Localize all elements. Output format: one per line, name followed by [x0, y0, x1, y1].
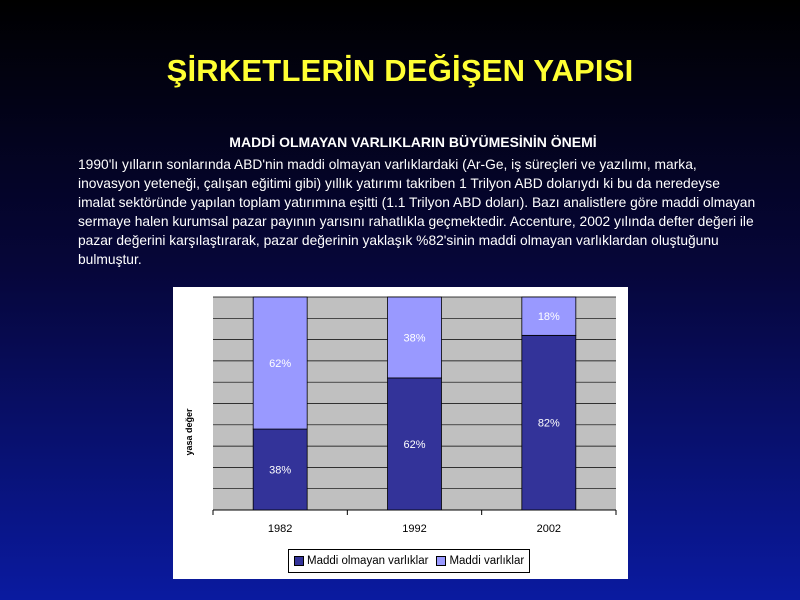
data-label: 82%	[537, 417, 560, 430]
legend-swatch-intangible	[294, 556, 304, 566]
data-label: 62%	[403, 438, 426, 451]
x-tick-label: 2002	[536, 523, 562, 535]
legend-item-tangible	[436, 555, 524, 567]
data-label: 62%	[269, 358, 292, 371]
legend-item-intangible	[294, 555, 428, 567]
data-label: 38%	[269, 464, 292, 477]
chart-plot	[173, 287, 628, 579]
y-axis-label: yasa değer	[184, 408, 194, 456]
legend-label-tangible: Maddi varlıklar	[449, 555, 525, 567]
x-tick-label: 1992	[402, 523, 427, 535]
x-tick-label: 1982	[267, 523, 293, 535]
data-label: 18%	[537, 311, 560, 324]
slide-subtitle: MADDİ OLMAYAN VARLIKLARIN BÜYÜMESİNİN ÖNEMİ	[229, 134, 597, 150]
legend-label-intangible: Maddi olmayan varlıklar	[307, 555, 429, 567]
data-label: 38%	[403, 332, 426, 345]
chart-legend	[288, 549, 530, 573]
stacked-bar-chart	[173, 287, 628, 579]
slide-title: ŞİRKETLERİN DEĞİŞEN YAPISI	[166, 53, 634, 88]
slide-body-text: 1990'lı yılların sonlarında ABD'nin maddi olmayan varlıklardaki (Ar-Ge, iş süreçleri ve yazılımı, marka, inovasyon yeteneği, çalışan eğitimi gibi) yıllık yatırımı takriben 1 Trilyon ABD dolarıydı ki bu da neredeyse imalat sektöründe yapılan toplam yatırımına eşitti (1.1 Trilyon ABD doları). Bazı analistlere göre maddi olmayan sermaye halen kurumsal pazar payının yarısını rahatlıkla geçmektedir. Accenture, 2002 yılında defter değeri ile pazar değerini karşılaştırarak, pazar değerinin yaklaşık %82'sinin maddi olmayan varlıklardan oluştuğunu bulmuştur.	[78, 157, 756, 267]
legend-swatch-tangible	[436, 556, 446, 566]
